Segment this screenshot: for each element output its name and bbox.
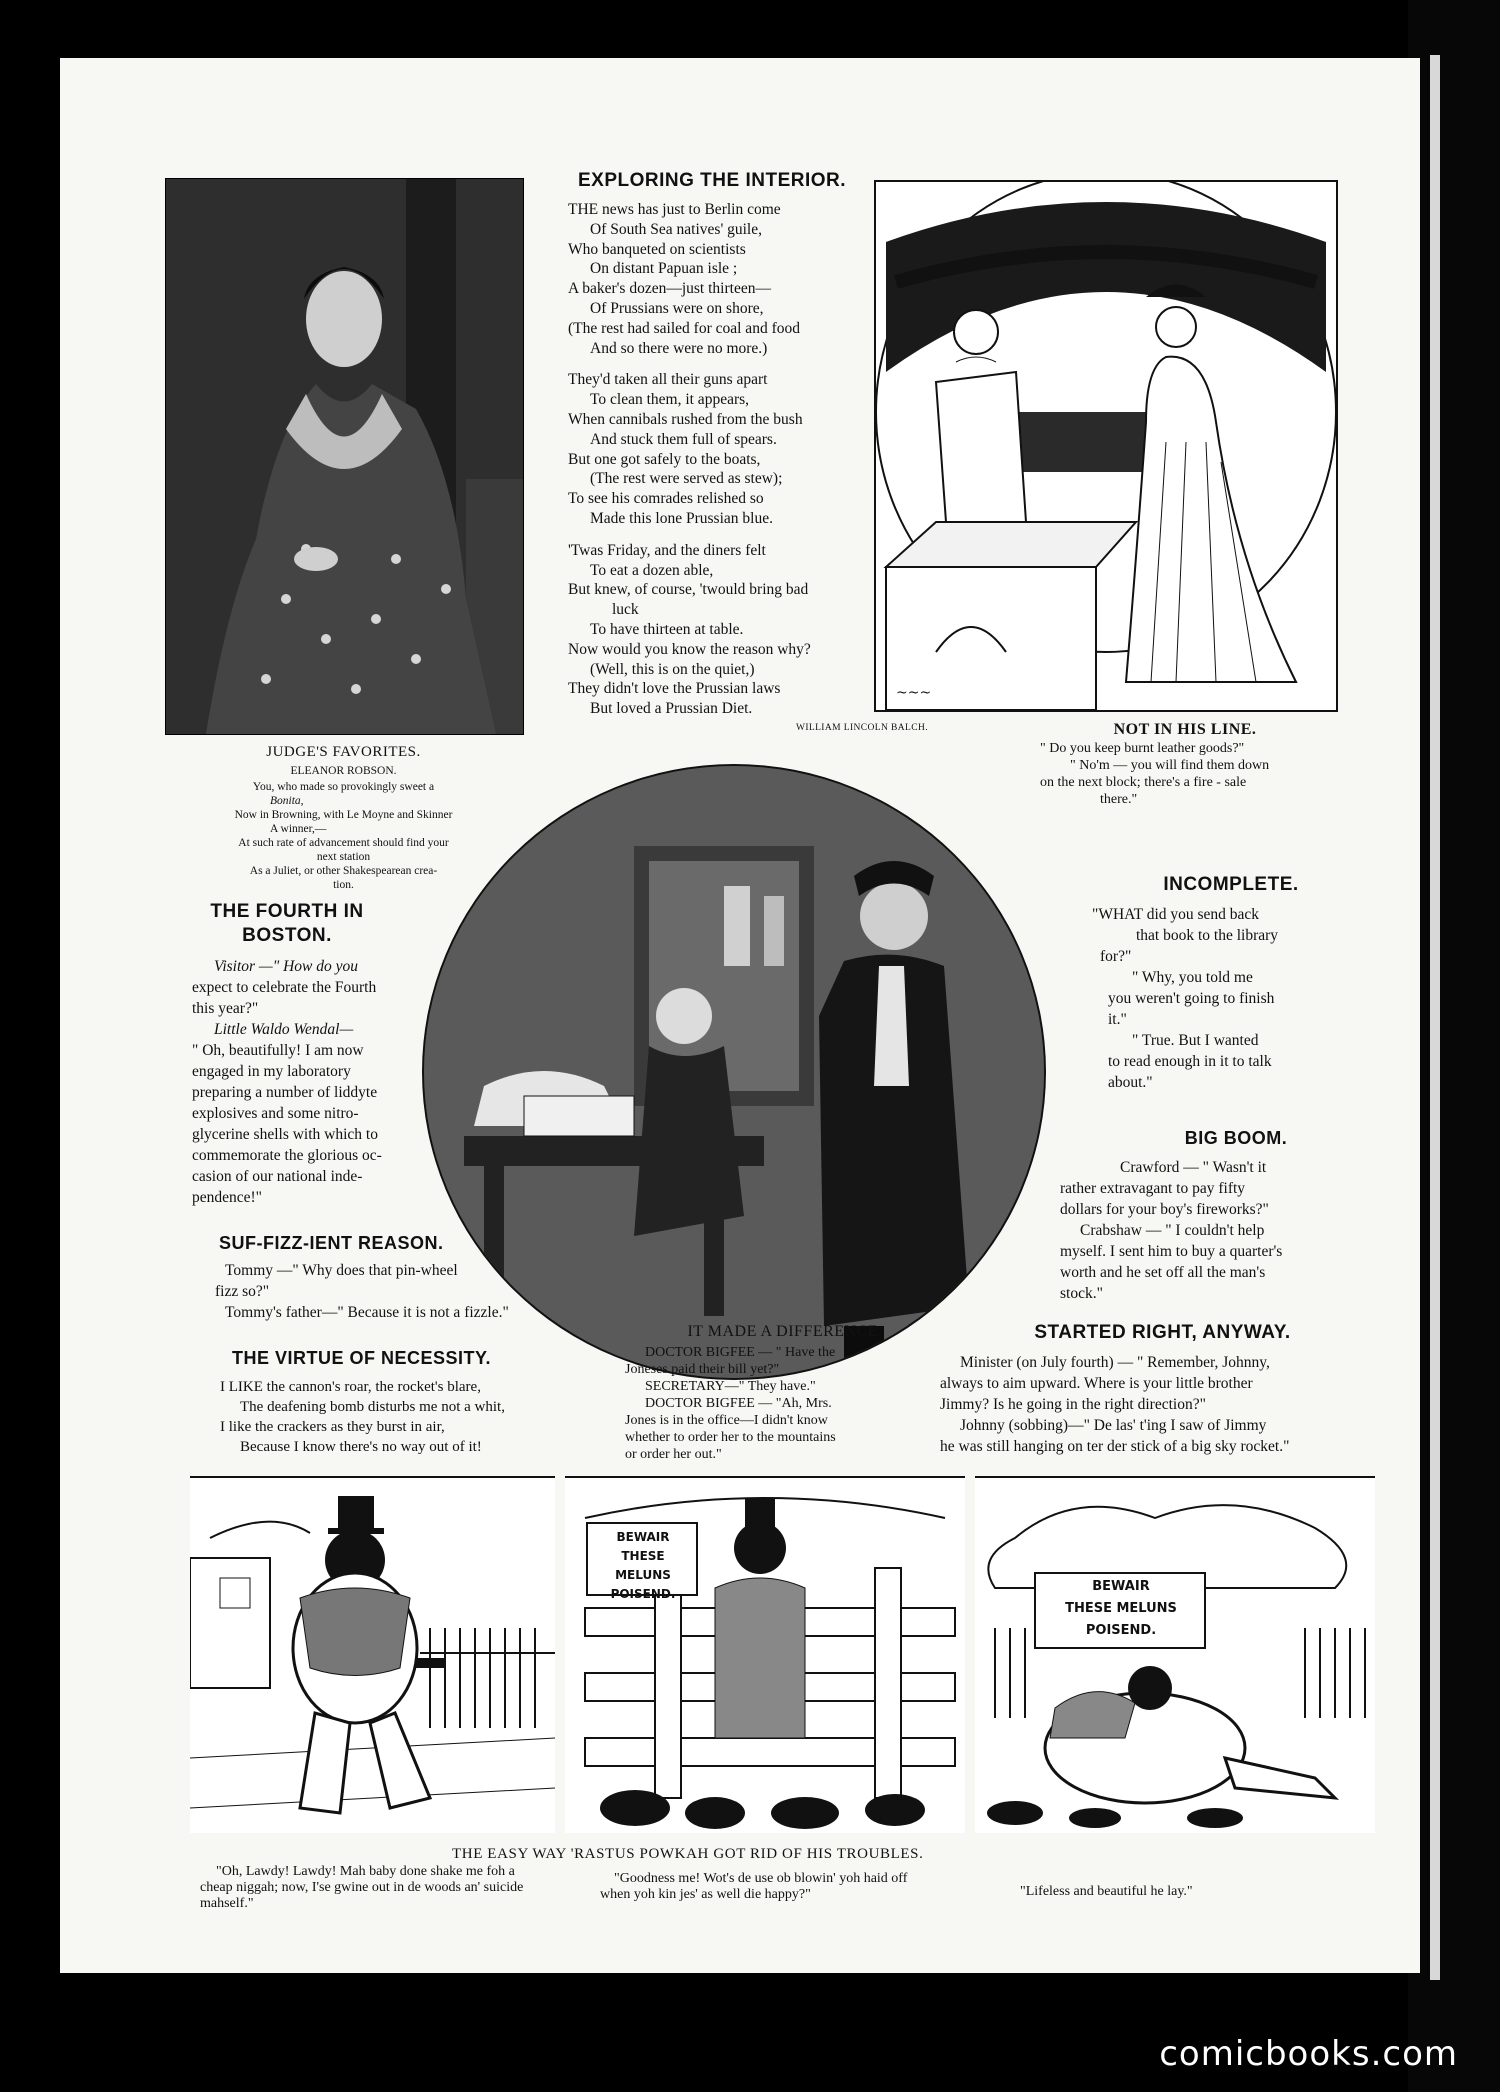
incomplete-line: about." xyxy=(1108,1074,1153,1091)
exploring-title: EXPLORING THE INTERIOR. xyxy=(578,170,847,191)
started-line: always to aim upward. Where is your little brother xyxy=(940,1375,1253,1392)
big-boom-line: Crabshaw — " I couldn't help xyxy=(1080,1222,1265,1239)
big-boom-title: BIG BOOM. xyxy=(1184,1128,1288,1148)
strip-caption-3: "Lifeless and beautiful he lay." xyxy=(1020,1884,1193,1899)
favorites-line: tion. xyxy=(333,879,354,891)
big-boom-line: stock." xyxy=(1060,1285,1103,1302)
poem-line: Of South Sea natives' guile, xyxy=(590,220,762,238)
favorites-line: Now in Browning, with Le Moyne and Skinner xyxy=(234,809,453,821)
poem-line: To eat a dozen able, xyxy=(590,561,714,579)
poem-line: They'd taken all their guns apart xyxy=(568,371,768,389)
difference-line: Joneses paid their bill yet?" xyxy=(625,1362,780,1377)
started-line: he was still hanging on ter der stick of a big sky rocket." xyxy=(940,1438,1290,1455)
poem-line: A baker's dozen—just thirteen— xyxy=(568,280,771,298)
poem-line: THE news has just to Berlin come xyxy=(568,201,781,218)
fourth-line: preparing a number of liddyte xyxy=(192,1084,378,1101)
difference-title: IT MADE A DIFFERENCE. xyxy=(687,1323,883,1340)
suf-fizz-line: fizz so?" xyxy=(215,1283,270,1300)
sign-line: THESE MELUNS xyxy=(615,1549,671,1582)
not-his-line-line: on the next block; there's a fire - sale xyxy=(1040,775,1247,790)
not-his-line-line: there." xyxy=(1100,792,1138,807)
magazine-page xyxy=(60,58,1420,1973)
started-line: Johnny (sobbing)—" De las' t'ing I saw of Jimmy xyxy=(960,1417,1267,1434)
svg-text:~~~: ~~~ xyxy=(896,685,932,701)
poem-line: luck xyxy=(612,601,639,619)
portrait-illustration xyxy=(166,179,523,734)
favorites-line: As a Juliet, or other Shakespearean crea- xyxy=(249,865,438,877)
fourth-line: casion of our national inde- xyxy=(192,1168,363,1185)
poem-line: (The rest had sailed for coal and food xyxy=(568,319,800,337)
poem-line: When cannibals rushed from the bush xyxy=(568,410,803,428)
not-his-line-line: " No'm — you will find them down xyxy=(1070,758,1270,773)
favorites-line: next station xyxy=(316,851,371,863)
suf-fizz-line: Tommy —" Why does that pin-wheel xyxy=(225,1262,458,1279)
strip-caption-2: "Goodness me! Wot's de use ob blowin' yoh haid off when yoh kin jes' as well die happy?" xyxy=(600,1871,908,1902)
strip-caption-1: "Oh, Lawdy! Lawdy! Mah baby done shake me foh a cheap niggah; now, I'se gwine out in de woods an' suicide mahself." xyxy=(200,1864,524,1911)
portrait-photo xyxy=(165,178,524,735)
poem-line: To see his comrades relished so xyxy=(568,490,764,508)
favorites-heading: JUDGE'S FAVORITES. xyxy=(266,744,421,760)
fourth-line: commemorate the glorious oc- xyxy=(192,1147,382,1164)
difference-line: SECRETARY—" They have." xyxy=(645,1379,816,1394)
started-line: Jimmy? Is he going in the right direction?" xyxy=(940,1396,1206,1413)
fourth-line: engaged in my laboratory xyxy=(192,1063,351,1080)
favorites-line: You, who made so provokingly sweet a xyxy=(252,781,435,793)
poem-line: But one got safely to the boats, xyxy=(568,450,761,468)
incomplete-line: for?" xyxy=(1100,948,1132,965)
comic-panel-3 xyxy=(975,1476,1375,1833)
sign-poison-melons xyxy=(593,1528,693,1604)
poem-line: 'Twas Friday, and the diners felt xyxy=(568,541,766,559)
comic-drawing-walking xyxy=(190,1478,555,1833)
difference-line: Jones is in the office—I didn't know xyxy=(625,1413,828,1428)
virtue-line: I LIKE the cannon's roar, the rocket's blare, xyxy=(220,1379,481,1395)
suf-fizz-title: SUF-FIZZ-IENT REASON. xyxy=(219,1233,444,1253)
fourth-line: Visitor —" How do you xyxy=(214,958,359,975)
poem-line: But knew, of course, 'twould bring bad xyxy=(568,581,809,599)
big-boom-line: rather extravagant to pay fifty xyxy=(1060,1180,1246,1197)
poem-line: They didn't love the Prussian laws xyxy=(568,680,781,698)
poem-line: To have thirteen at table. xyxy=(590,620,744,638)
difference-line: or order her out." xyxy=(625,1447,722,1462)
comic-panel-1 xyxy=(190,1476,555,1833)
poem-line: To clean them, it appears, xyxy=(590,391,750,409)
big-boom-line: myself. I sent him to buy a quarter's xyxy=(1060,1243,1283,1260)
sign-line: POISEND. xyxy=(610,1587,676,1601)
favorites-name: ELEANOR ROBSON. xyxy=(290,765,397,777)
virtue-line: The deafening bomb disturbs me not a whit, xyxy=(240,1399,505,1415)
incomplete-line: that book to the library xyxy=(1136,927,1279,944)
virtue-title: THE VIRTUE OF NECESSITY. xyxy=(232,1348,492,1368)
comic-panel-2 xyxy=(565,1476,965,1833)
poem-line: Of Prussians were on shore, xyxy=(590,299,764,317)
sign-line: POISEND. xyxy=(1085,1623,1157,1638)
shop-counter-illustration xyxy=(874,180,1338,712)
sign-line: THESE MELUNS xyxy=(1065,1601,1177,1616)
difference-line: DOCTOR BIGFEE — "Ah, Mrs. xyxy=(645,1396,832,1411)
incomplete-line: it." xyxy=(1108,1011,1127,1028)
incomplete-title: INCOMPLETE. xyxy=(1163,874,1299,895)
started-title: STARTED RIGHT, ANYWAY. xyxy=(1034,1322,1291,1343)
fourth-title: THE FOURTH IN BOSTON. xyxy=(210,901,364,946)
virtue-line: I like the crackers as they burst in air, xyxy=(220,1419,445,1435)
not-his-line-title: NOT IN HIS LINE. xyxy=(1113,721,1257,738)
incomplete-line: "WHAT did you send back xyxy=(1092,906,1260,923)
poem-line: But loved a Prussian Diet. xyxy=(590,700,753,718)
virtue-line: Because I know there's no way out of it! xyxy=(240,1439,482,1455)
strip-title: THE EASY WAY 'RASTUS POWKAH GOT RID OF HIS TROUBLES. xyxy=(452,1846,924,1862)
sign-line: BEWAIR xyxy=(616,1530,670,1544)
fourth-line: pendence!" xyxy=(192,1189,263,1206)
next-page-edge xyxy=(1430,55,1440,1980)
sign-poison-melons xyxy=(1041,1576,1201,1642)
poem-line: Now would you know the reason why? xyxy=(568,640,811,658)
poem-line: (The rest were served as stew); xyxy=(590,470,783,488)
favorites-line: Bonita, xyxy=(270,795,304,807)
shop-counter-drawing xyxy=(876,182,1336,710)
poem-line: Who banqueted on scientists xyxy=(568,240,746,258)
fourth-line: Little Waldo Wendal— xyxy=(214,1021,354,1038)
difference-line: DOCTOR BIGFEE — " Have the xyxy=(645,1345,836,1360)
fourth-line: expect to celebrate the Fourth xyxy=(192,979,377,996)
poem-line: On distant Papuan isle ; xyxy=(590,260,738,278)
started-line: Minister (on July fourth) — " Remember, Johnny, xyxy=(960,1354,1270,1371)
exploring-author: WILLIAM LINCOLN BALCH. xyxy=(795,722,928,733)
poem-line: And stuck them full of spears. xyxy=(590,430,777,448)
not-his-line-line: " Do you keep burnt leather goods?" xyxy=(1040,741,1245,756)
incomplete-line: you weren't going to finish xyxy=(1108,990,1275,1007)
poem-line: (Well, this is on the quiet,) xyxy=(590,660,755,678)
comic-drawing-lying xyxy=(975,1478,1375,1833)
incomplete-line: " Why, you told me xyxy=(1132,969,1253,986)
watermark: comicbooks.com xyxy=(1159,2034,1458,2074)
fourth-line: " Oh, beautifully! I am now xyxy=(192,1042,364,1059)
difference-line: whether to order her to the mountains xyxy=(625,1430,836,1445)
book-spine xyxy=(1408,0,1500,2092)
suf-fizz-line: Tommy's father—" Because it is not a fizzle." xyxy=(225,1304,509,1321)
big-boom-line: dollars for your boy's fireworks?" xyxy=(1060,1201,1269,1218)
big-boom-line: worth and he set off all the man's xyxy=(1060,1264,1266,1281)
favorites-line: A winner,— xyxy=(270,823,327,835)
incomplete-line: to read enough in it to talk xyxy=(1108,1053,1272,1070)
poem-line: Made this lone Prussian blue. xyxy=(590,509,773,527)
poem-line: And so there were no more.) xyxy=(590,339,768,357)
fourth-line: this year?" xyxy=(192,1000,259,1017)
sign-line: BEWAIR xyxy=(1092,1579,1150,1594)
big-boom-line: Crawford — " Wasn't it xyxy=(1120,1159,1267,1176)
incomplete-line: " True. But I wanted xyxy=(1132,1032,1259,1049)
fourth-line: glycerine shells with which to xyxy=(192,1126,378,1143)
fourth-line: explosives and some nitro- xyxy=(192,1105,359,1122)
favorites-line: At such rate of advancement should find your xyxy=(238,837,449,849)
